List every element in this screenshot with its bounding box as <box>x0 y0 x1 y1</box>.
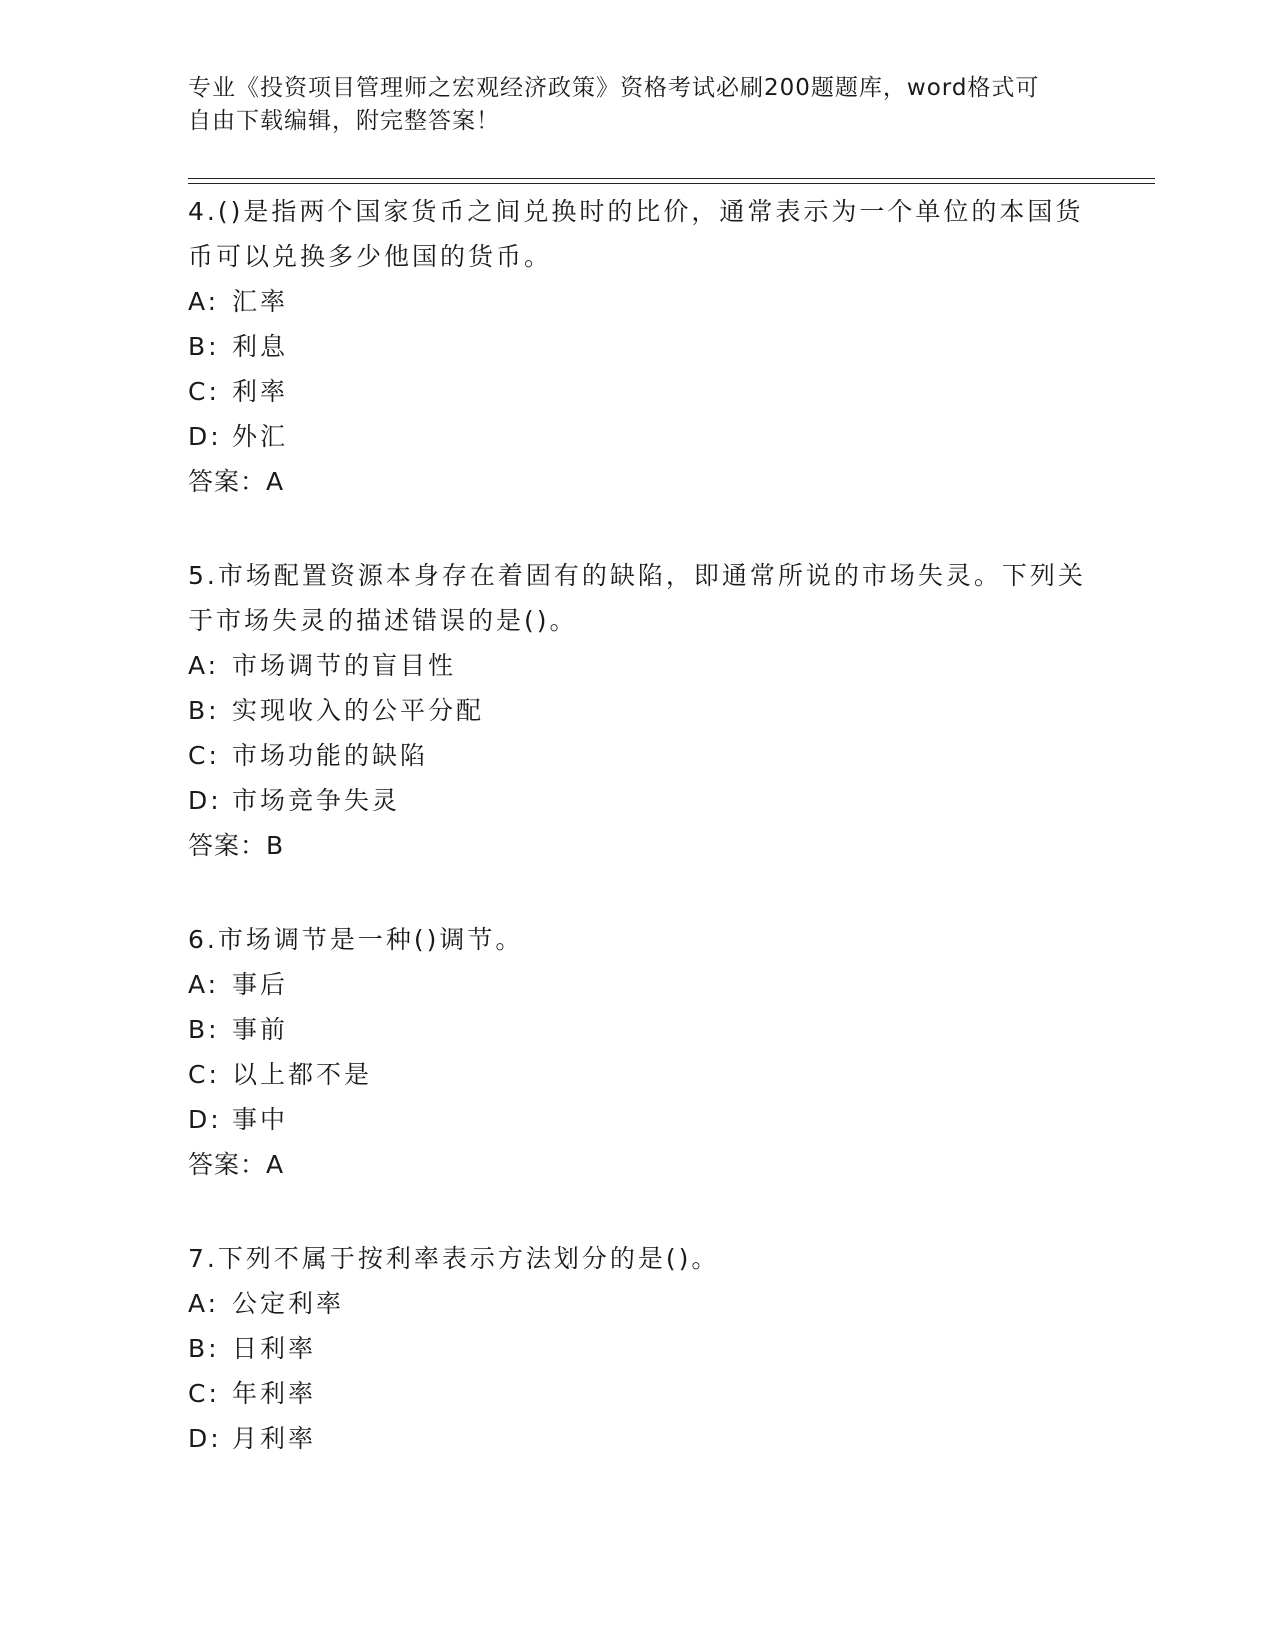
option-text: 市场调节的盲目性 <box>232 651 457 680</box>
question-6 <box>188 917 1088 1187</box>
option-letter: B: <box>188 1334 220 1363</box>
option-b <box>188 688 1088 733</box>
option-d <box>188 778 1088 823</box>
question-4 <box>188 189 1088 504</box>
option-letter: A: <box>188 651 220 680</box>
option-letter: A: <box>188 287 220 316</box>
header-divider-bottom <box>188 183 1155 184</box>
option-letter: B: <box>188 1015 220 1044</box>
option-letter: C: <box>188 741 220 770</box>
option-d <box>188 1416 1088 1461</box>
option-text: 月利率 <box>232 1424 317 1453</box>
option-a <box>188 643 1088 688</box>
question-stem: 7.下列不属于按利率表示方法划分的是()。 <box>188 1244 720 1273</box>
question-stem: 6.市场调节是一种()调节。 <box>188 925 524 954</box>
header-line-1: 专业《投资项目管理师之宏观经济政策》资格考试必刷200题题库，word格式可 <box>188 75 1040 101</box>
option-d <box>188 1097 1088 1142</box>
document-header <box>188 72 1088 138</box>
option-text: 公定利率 <box>232 1289 345 1318</box>
option-text: 日利率 <box>232 1334 317 1363</box>
option-text: 市场竞争失灵 <box>232 786 401 815</box>
option-a <box>188 1281 1088 1326</box>
option-text: 年利率 <box>232 1379 317 1408</box>
option-letter: B: <box>188 696 220 725</box>
answer-line: 答案：A <box>188 1150 285 1179</box>
option-letter: C: <box>188 1060 220 1089</box>
option-text: 事中 <box>232 1105 289 1134</box>
option-letter: C: <box>188 377 220 406</box>
answer-line: 答案：B <box>188 831 285 860</box>
question-stem: 4.()是指两个国家货币之间兑换时的比价，通常表示为一个单位的本国货币可以兑换多少他国的货币。 <box>188 197 1084 271</box>
option-text: 汇率 <box>232 287 289 316</box>
option-c <box>188 1371 1088 1416</box>
option-b <box>188 1007 1088 1052</box>
option-c <box>188 733 1088 778</box>
option-c <box>188 369 1088 414</box>
question-5 <box>188 553 1088 868</box>
option-text: 以上都不是 <box>232 1060 373 1089</box>
option-letter: D: <box>188 786 222 815</box>
option-a <box>188 279 1088 324</box>
option-text: 事后 <box>232 970 289 999</box>
header-line-2: 自由下载编辑，附完整答案！ <box>188 108 500 134</box>
option-letter: D: <box>188 422 222 451</box>
question-stem: 5.市场配置资源本身存在着固有的缺陷，即通常所说的市场失灵。下列关于市场失灵的描述错误的是()。 <box>188 561 1086 635</box>
answer-line: 答案：A <box>188 467 285 496</box>
option-c <box>188 1052 1088 1097</box>
option-text: 外汇 <box>232 422 289 451</box>
option-text: 事前 <box>232 1015 289 1044</box>
option-letter: D: <box>188 1105 222 1134</box>
option-letter: A: <box>188 1289 220 1318</box>
option-text: 利率 <box>232 377 289 406</box>
header-divider-top <box>188 178 1155 179</box>
option-text: 利息 <box>232 332 289 361</box>
option-letter: B: <box>188 332 220 361</box>
option-b <box>188 1326 1088 1371</box>
option-d <box>188 414 1088 459</box>
option-text: 实现收入的公平分配 <box>232 696 485 725</box>
option-letter: D: <box>188 1424 222 1453</box>
question-7 <box>188 1236 1088 1461</box>
option-letter: A: <box>188 970 220 999</box>
option-a <box>188 962 1088 1007</box>
option-b <box>188 324 1088 369</box>
option-text: 市场功能的缺陷 <box>232 741 429 770</box>
option-letter: C: <box>188 1379 220 1408</box>
